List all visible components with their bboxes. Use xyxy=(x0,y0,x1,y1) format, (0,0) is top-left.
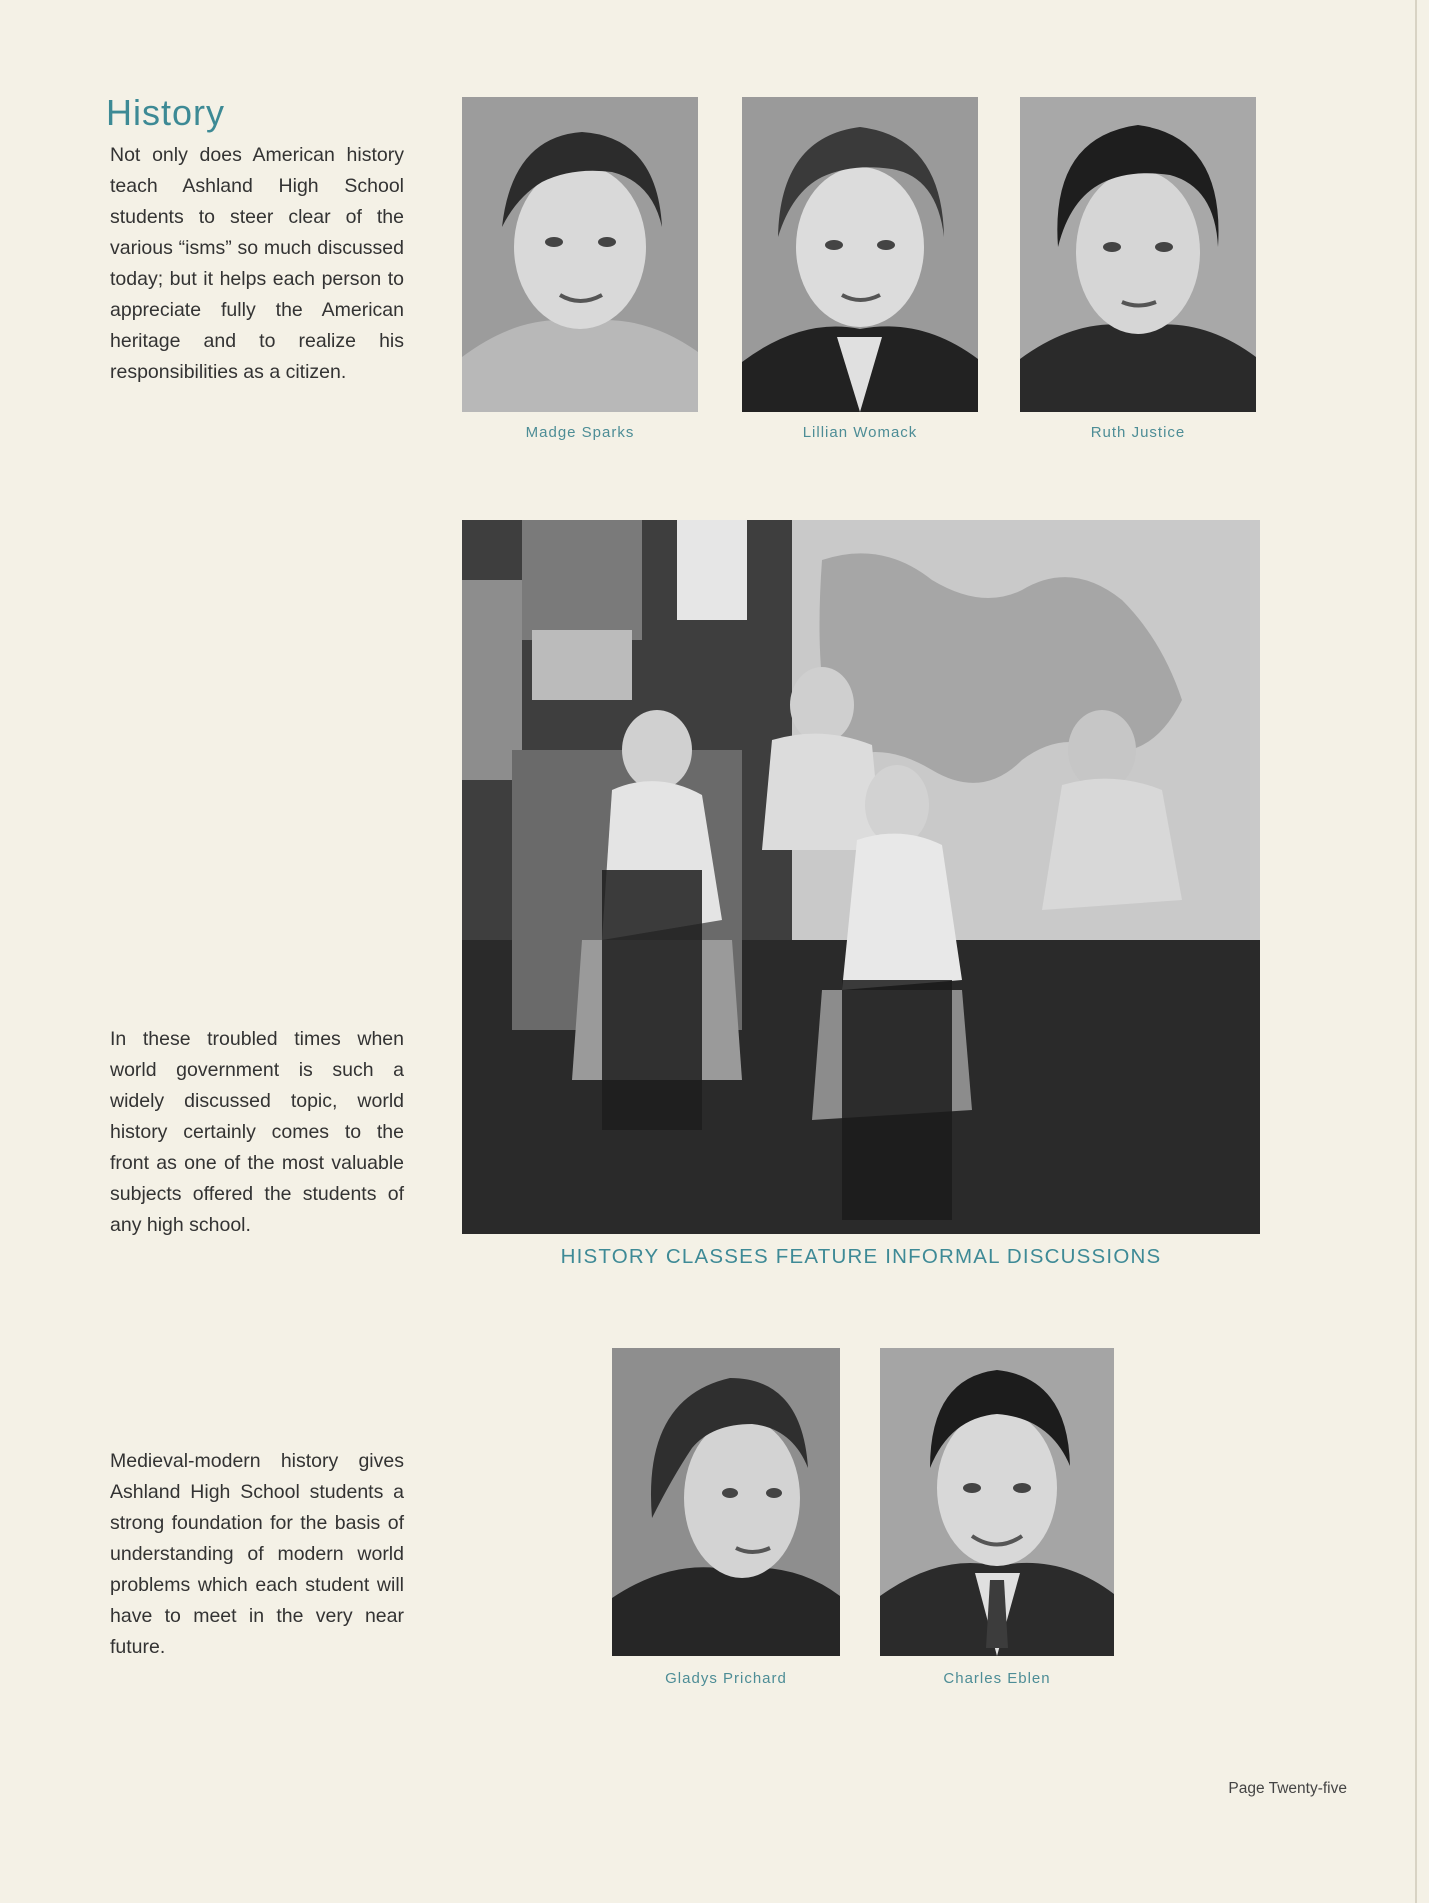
portrait-image xyxy=(462,97,698,412)
class-photo-caption: HISTORY CLASSES FEATURE INFORMAL DISCUSSIONS xyxy=(560,1245,1162,1268)
portrait-caption-charles-eblen: Charles Eblen xyxy=(943,1670,1051,1687)
portrait-image xyxy=(742,97,978,412)
portrait-photo-ruth-justice xyxy=(1020,97,1256,412)
portrait-caption-ruth-justice: Ruth Justice xyxy=(1090,424,1186,441)
portrait-photo-gladys-prichard xyxy=(612,1348,840,1656)
class-discussion-photo xyxy=(462,520,1260,1234)
page-number: Page Twenty-five xyxy=(1228,1780,1347,1797)
portrait-image xyxy=(880,1348,1114,1656)
portrait-photo-madge-sparks xyxy=(462,97,698,412)
portrait-photo-charles-eblen xyxy=(880,1348,1114,1656)
portrait-caption-lillian-womack: Lillian Womack xyxy=(802,424,918,441)
portrait-caption-madge-sparks: Madge Sparks xyxy=(525,424,635,441)
portrait-caption-gladys-prichard: Gladys Prichard xyxy=(665,1670,787,1687)
world-history-paragraph: In these troubled times when world government is such a widely discussed topic, world history certainly comes to the front as one of the most valuable subjects offered the students of any high school. xyxy=(110,1028,404,1236)
portrait-photo-lillian-womack xyxy=(742,97,978,412)
portrait-image xyxy=(612,1348,840,1656)
class-photo-image xyxy=(462,520,1260,1234)
section-title: History xyxy=(106,92,226,133)
american-history-paragraph: Not only does American history teach Ashland High School students to steer clear of the various “isms” so much discussed today; but it helps each person to appreciate fully the American heritage and to realize his responsibilities as a citizen. xyxy=(110,144,404,383)
medieval-history-paragraph: Medieval-modern history gives Ashland High School students a strong foundation for the basis of understanding of modern world problems which each student will have to meet in the very near future. xyxy=(110,1450,404,1658)
page-edge xyxy=(1415,0,1417,1903)
portrait-image xyxy=(1020,97,1256,412)
